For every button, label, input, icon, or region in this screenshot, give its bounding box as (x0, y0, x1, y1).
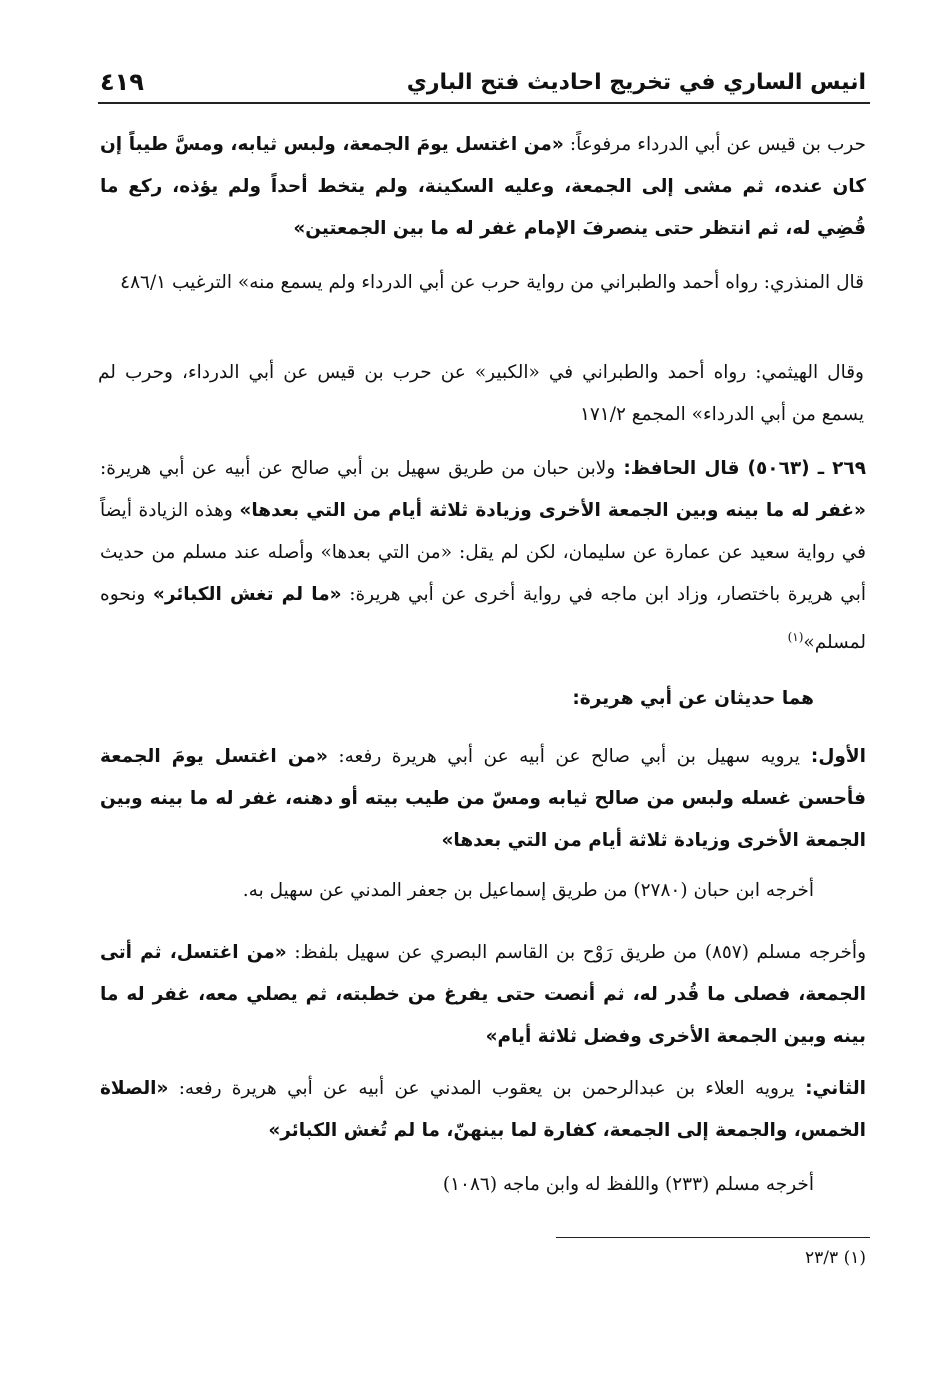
paragraph-3: وقال الهيثمي: رواه أحمد والطبراني في «الكبير» عن حرب بن قيس عن أبي الدرداء، وحرب لم يسمع من أبي الدرداء» المجمع ١٧١/٢ (98, 362, 864, 425)
paragraph-2: قال المنذري: رواه أحمد والطبراني من رواية حرب عن أبي الدرداء ولم يسمع منه» الترغيب ٤٨٦/١ (120, 272, 864, 293)
paragraph-first: الأول: يرويه سهيل بن أبي صالح عن أبيه عن أبي هريرة رفعه: «من اغتسل يومَ الجمعة فأحسن غسله ولبس من صالح ثيابه ومسّ من طيب بيته أو دهنه، غفر له ما بينه وبين الجمعة الأخرى وزيادة ثلاثة أيام من التي بعدها» (100, 746, 867, 851)
section-heading: هما حديثان عن أبي هريرة: (572, 688, 814, 709)
running-title: انيس الساري في تخريج احاديث فتح الباري (406, 70, 866, 95)
footnote: (١) ٢٣/٣ (805, 1248, 866, 1268)
footnote-separator (556, 1237, 870, 1238)
page-header (98, 64, 870, 104)
hadith-number: ٢٦٩ ـ (809, 458, 866, 479)
paragraph-second: الثاني: يرويه العلاء بن عبدالرحمن بن يعقوب المدني عن أبيه عن أبي هريرة رفعه: «الصلاة الخمس، والجمعة إلى الجمعة، كفارة لما بينهنّ، ما لم تُغش الكبائر» (100, 1078, 866, 1141)
hadith-ref: (٥٠٦٣) قال الحافظ: (615, 458, 810, 479)
paragraph-1: حرب بن قيس عن أبي الدرداء مرفوعاً: «من اغتسل يومَ الجمعة، ولبس ثيابه، ومسَّ طيباً إن كان عنده، ثم مشى إلى الجمعة، وعليه السكينة، ولم يتخط أحداً ولم يؤذه، ركع ما قُضِي له، ثم انتظر حتى ينصرفَ الإمام غفر له ما بين الجمعتين» (100, 134, 866, 239)
footnote-ref: (١) (787, 630, 804, 644)
paragraph-ibn-hibban: أخرجه ابن حبان (٢٧٨٠) من طريق إسماعيل بن جعفر المدني عن سهيل به. (242, 880, 814, 901)
paragraph-muslim: وأخرجه مسلم (٨٥٧) من طريق رَوْح بن القاسم البصري عن سهيل بلفظ: «من اغتسل، ثم أتى الجمعة، فصلى ما قُدر له، ثم أنصت حتى يفرغ من خطبته، ثم يصلي معه، غفر له ما بينه وبين الجمعة الأخرى وفضل ثلاثة أيام» (100, 942, 867, 1047)
hadith-269: ٢٦٩ ـ (٥٠٦٣) قال الحافظ: ولابن حبان من طريق سهيل بن أبي صالح عن أبيه عن أبي هريرة: «غفر له ما بينه وبين الجمعة الأخرى وزيادة ثلاثة أيام من التي بعدها» وهذه الزيادة أيضاً في رواية سعيد عن عمارة عن سليمان، لكن لم يقل: «من التي بعدها» وأصله عند مسلم من حديث أبي هريرة باختصار، وزاد ابن ماجه في رواية أخرى عن أبي هريرة: «ما لم تغش الكبائر» ونحوه لمسلم»$^{(١)}$ (100, 458, 867, 654)
paragraph-muslim-ibn-majah: أخرجه مسلم (٢٣٣) واللفظ له وابن ماجه (١٠٨٦) (442, 1174, 814, 1195)
page-number: ٤١٩ (100, 68, 144, 96)
